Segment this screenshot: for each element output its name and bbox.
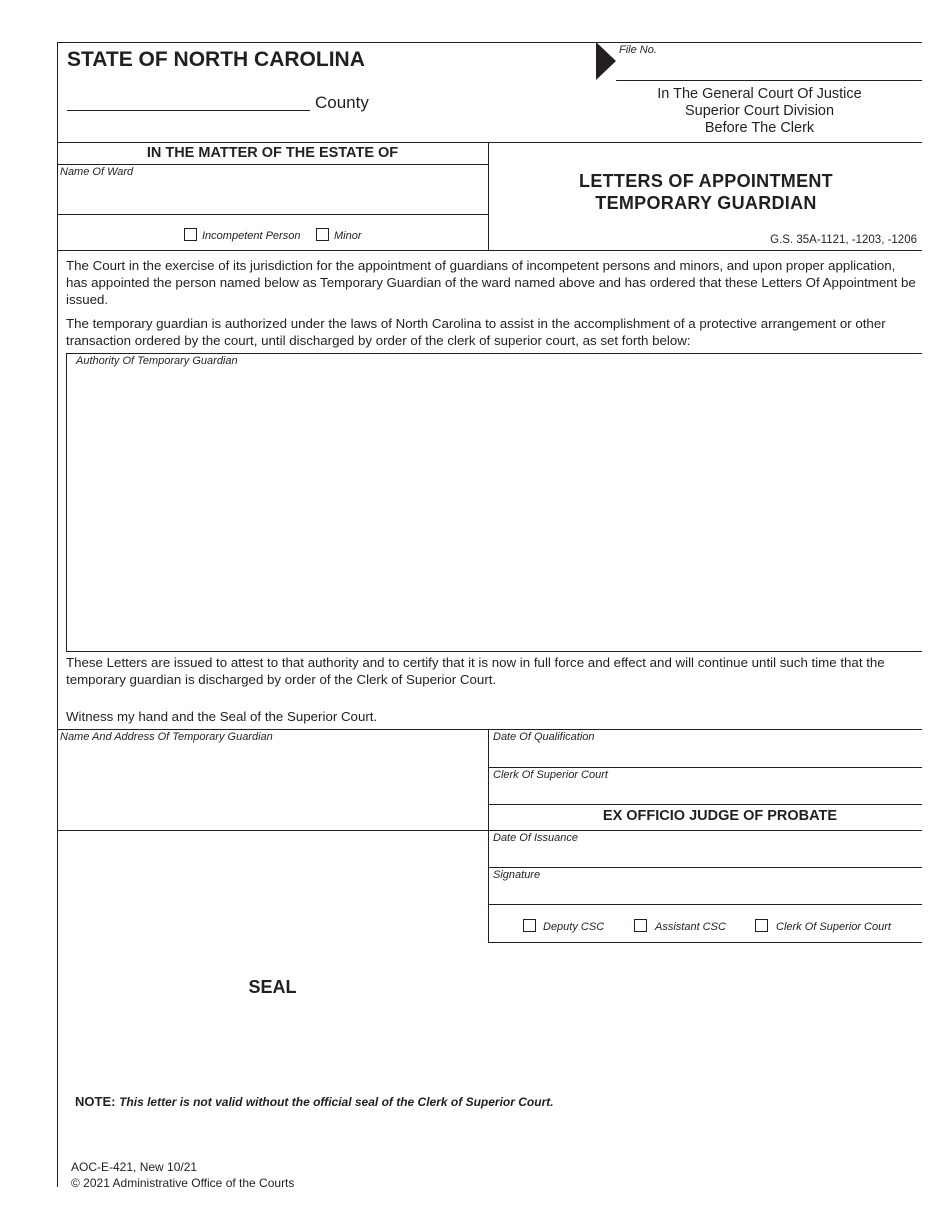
authority-box-left <box>66 353 67 652</box>
file-no-line[interactable] <box>616 80 922 81</box>
form-title <box>490 170 922 214</box>
estate-heading: IN THE MATTER OF THE ESTATE OF <box>146 145 399 161</box>
clerk-option-checkbox[interactable] <box>755 919 768 932</box>
authority-box-bottom <box>66 651 922 652</box>
signature-line[interactable] <box>488 904 922 905</box>
title-divider <box>57 250 922 251</box>
authority-label: Authority Of Temporary Guardian <box>76 355 238 367</box>
seal-label: SEAL <box>248 977 297 997</box>
clerk-option-label: Clerk Of Superior Court <box>776 921 891 933</box>
date-issuance-line[interactable] <box>488 867 922 868</box>
assistant-csc-checkbox[interactable] <box>634 919 647 932</box>
minor-checkbox[interactable] <box>316 228 329 241</box>
county-label: County <box>315 93 369 112</box>
copyright: © 2021 Administrative Office of the Courts <box>71 1176 295 1190</box>
form-title-line-2: TEMPORARY GUARDIAN <box>595 193 817 213</box>
note-prefix: NOTE: <box>75 1094 116 1109</box>
note <box>75 1094 554 1109</box>
authority-text-area[interactable] <box>70 370 918 648</box>
court-block <box>597 86 922 137</box>
paragraph-attest: These Letters are issued to attest to that authority and to certify that it is now in full force and effect and will continue until such time that the temporary guardian is discharged by order of the Clerk of Superior Court. <box>66 655 885 687</box>
incompetent-checkbox[interactable] <box>184 228 197 241</box>
date-qualification-label: Date Of Qualification <box>493 731 595 743</box>
signature-block-top <box>57 729 922 730</box>
date-issuance-label: Date Of Issuance <box>493 832 578 844</box>
form-id: AOC-E-421, New 10/21 <box>71 1160 198 1174</box>
witness-statement: Witness my hand and the Seal of the Superior Court. <box>66 709 378 724</box>
note-text: This letter is not valid without the official seal of the Clerk of Superior Court. <box>119 1095 554 1109</box>
paragraph-appointment: The Court in the exercise of its jurisdiction for the appointment of guardians of incompetent persons and minors, and upon proper application, has appointed the person named below as Temporary Guardian of the ward named above and has ordered that these Letters Of Appointment be issued. <box>66 258 916 307</box>
header-divider <box>57 142 922 143</box>
authority-box-top <box>66 353 922 354</box>
name-address-bottom <box>57 830 488 831</box>
name-address-field[interactable] <box>60 746 484 828</box>
state-title: STATE OF NORTH CAROLINA <box>67 48 365 71</box>
ex-officio-line <box>488 830 922 831</box>
footer <box>71 1159 294 1191</box>
top-border-left <box>57 42 597 43</box>
form-title-line-1: LETTERS OF APPOINTMENT <box>579 171 833 191</box>
signature-label: Signature <box>493 869 541 881</box>
court-line-1: In The General Court Of Justice <box>657 86 862 102</box>
file-no-label: File No. <box>619 44 657 56</box>
assistant-csc-label: Assistant CSC <box>655 921 726 933</box>
court-line-3: Before The Clerk <box>704 120 815 136</box>
deputy-csc-label: Deputy CSC <box>543 921 605 933</box>
arrow-marker-icon <box>596 42 616 80</box>
estate-heading-line <box>57 164 488 165</box>
name-address-label: Name And Address Of Temporary Guardian <box>60 731 273 743</box>
statute-reference: G.S. 35A-1121, -1203, -1206 <box>770 234 917 246</box>
minor-label: Minor <box>334 230 362 242</box>
ward-name-line[interactable] <box>57 214 488 215</box>
deputy-csc-checkbox[interactable] <box>523 919 536 932</box>
paragraph-authority: The temporary guardian is authorized under the laws of North Carolina to assist in the accomplishment of a protective arrangement or other transaction ordered by the court, until discharged by order of the clerk of superior court, as set forth below: <box>66 316 886 348</box>
name-of-ward-label: Name Of Ward <box>60 166 134 178</box>
date-qualification-line[interactable] <box>488 767 922 768</box>
ex-officio-heading: EX OFFICIO JUDGE OF PROBATE <box>602 808 838 824</box>
checkbox-row-bottom <box>488 942 922 943</box>
county-name-line[interactable] <box>67 110 310 111</box>
clerk-label: Clerk Of Superior Court <box>493 769 608 781</box>
incompetent-label: Incompetent Person <box>202 230 301 242</box>
court-line-2: Superior Court Division <box>684 103 835 119</box>
signature-block-divider <box>488 729 489 943</box>
clerk-line[interactable] <box>488 804 922 805</box>
estate-title-divider <box>488 142 489 251</box>
top-border-right <box>597 42 922 43</box>
